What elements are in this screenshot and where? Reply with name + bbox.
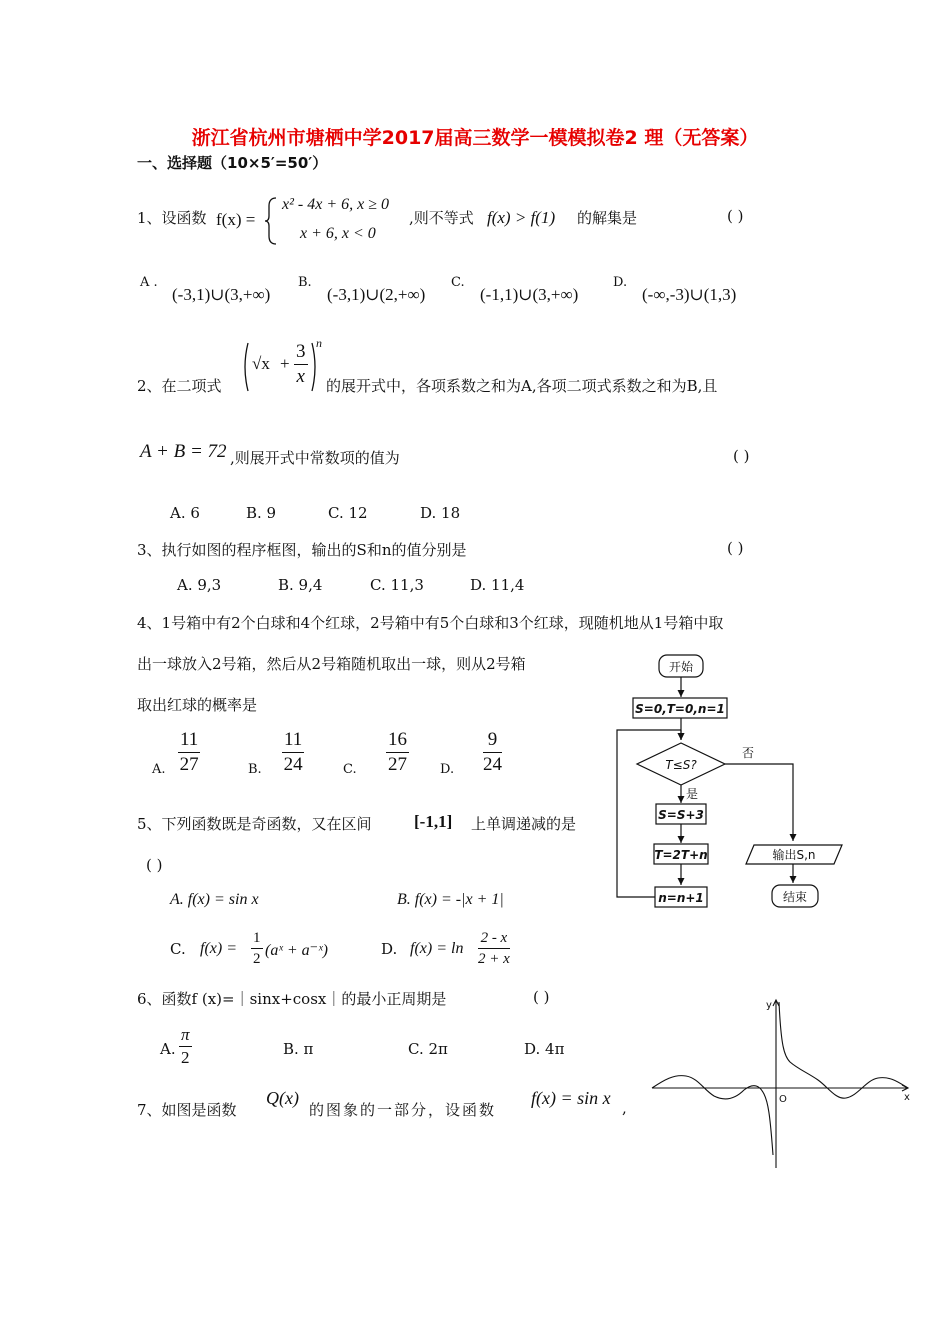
q3-option-b: B. 9,4 (278, 576, 323, 594)
q5-option-c-num: 1 (251, 928, 263, 949)
q4-option-a-fraction (178, 728, 200, 777)
q6-option-a-den: 2 (181, 1048, 190, 1067)
q1-fx: f(x) = (216, 210, 256, 229)
q5-option-a: A. f(x) = sin x (170, 891, 259, 908)
q5-text: 5、下列函数既是奇函数，又在区间 (137, 815, 372, 833)
flow-no-label: 否 (741, 746, 755, 760)
q2-numerator: 3 (294, 340, 308, 365)
q2-text2: ,则展开式中常数项的值为 (230, 449, 400, 467)
q4-option-d-fraction (483, 728, 502, 777)
q3-option-d: D. 11,4 (470, 576, 525, 594)
q2-option-c: C. 12 (328, 504, 368, 522)
q2-text: 的展开式中，各项系数之和为A,各项二项式系数之和为B,且 (326, 377, 718, 395)
q3-text: 3、执行如图的程序框图，输出的S和n的值分别是 (137, 541, 467, 559)
q4-option-a-den: 27 (179, 754, 199, 775)
flow-start-text: 开始 (668, 660, 694, 674)
q1-option-d: (-∞,-3)∪(1,3) (642, 285, 737, 304)
q1-option-b: (-3,1)∪(2,+∞) (327, 285, 426, 304)
q5-option-b: B. f(x) = -|x + 1| (397, 891, 504, 908)
q4-option-c-den: 27 (388, 754, 407, 775)
q4-option-d-den: 24 (483, 754, 502, 775)
q4-line1: 4、1号箱中有2个白球和4个红球，2号箱中有5个白球和3个红球，现随机地从1号箱中取 (137, 614, 724, 632)
q3-option-a: A. 9,3 (177, 576, 222, 594)
flow-step1-text: S=S+3 (658, 808, 704, 822)
flow-end-text: 结束 (782, 890, 808, 904)
flow-condition-text: T≤S? (665, 758, 697, 772)
page-title: 浙江省杭州市塘栖中学2017届高三数学一模模拟卷2 理（无答案） (191, 127, 759, 149)
q1-option-c-label: C. (451, 275, 465, 290)
q2-option-b: B. 9 (246, 504, 277, 522)
q6-answer-blank: ( ) (533, 988, 550, 1006)
q6-option-a-fraction (179, 1024, 192, 1069)
q1-option-a: (-3,1)∪(3,+∞) (172, 285, 271, 304)
q1-prefix: 1、设函数 (137, 209, 207, 227)
flow-yes-label: 是 (685, 787, 699, 801)
q1-inequality: f(x) > f(1) (487, 208, 556, 227)
q1-option-c: (-1,1)∪(3,+∞) (480, 285, 579, 304)
q2-fraction (294, 340, 308, 389)
q2-prefix: 2、在二项式 (137, 377, 222, 395)
q4-option-b-num: 11 (282, 728, 304, 753)
q5-option-c-right: (aˣ + a⁻ˣ) (265, 942, 328, 959)
q7-f-function: f(x) = sin x (531, 1088, 611, 1108)
q2-exponent: n (316, 336, 322, 350)
q2-sqrt-x: √x (252, 354, 270, 373)
q1-case1: x² - 4x + 6, x ≥ 0 (282, 196, 390, 213)
x-axis-label: x (904, 1092, 910, 1103)
q4-option-c-fraction (386, 728, 409, 777)
q1-case2: x + 6, x < 0 (300, 225, 376, 242)
graph-curve-right (779, 1002, 908, 1098)
q2-option-a: A. 6 (170, 504, 200, 522)
q4-option-b-fraction (282, 728, 304, 777)
q2-plus: + (280, 354, 290, 373)
q6-option-a-label: A. (160, 1040, 176, 1058)
flow-step2-text: T=2T+n (654, 848, 708, 862)
q4-option-a-label: A. (152, 762, 166, 777)
origin-label: O (779, 1094, 787, 1105)
q1-option-b-label: B. (298, 275, 312, 290)
flow-init-text: S=0,T=0,n=1 (635, 702, 725, 716)
q6-option-a-num: π (179, 1024, 192, 1047)
q6-option-d: D. 4π (524, 1040, 565, 1058)
q5-interval: [-1,1] (414, 812, 453, 831)
q2-option-d: D. 18 (420, 504, 461, 522)
q5-option-d-fraction (478, 928, 510, 969)
flow-output-text: 输出S,n (772, 848, 816, 862)
flow-step3-text: n=n+1 (658, 891, 704, 905)
q7-q-function: Q(x) (266, 1088, 299, 1108)
q4-option-b-den: 24 (283, 754, 303, 775)
q5-option-c-label: C. (170, 940, 186, 958)
q1-mid: ,则不等式 (409, 209, 474, 227)
q1-suffix: 的解集是 (577, 209, 638, 227)
q4-option-b-label: B. (248, 762, 262, 777)
q1-option-d-label: D. (613, 275, 628, 290)
q7-suffix: , (622, 1099, 627, 1117)
q5-option-d-label: D. (381, 940, 398, 958)
flowchart (612, 650, 852, 922)
q3-answer-blank: ( ) (727, 539, 744, 557)
q4-option-d-label: D. (440, 762, 455, 777)
q6-option-b: B. π (283, 1040, 314, 1058)
q4-option-a-num: 11 (178, 728, 200, 753)
q4-option-c-num: 16 (386, 728, 409, 753)
q5-option-c-left: f(x) = (200, 940, 237, 957)
section-heading: 一、选择题（10×5′=50′） (137, 154, 328, 172)
q5-option-d-num: 2 - x (478, 928, 510, 949)
q4-line2: 出一球放入2号箱，然后从2号箱随机取出一球，则从2号箱 (137, 655, 526, 673)
q3-option-c: C. 11,3 (370, 576, 424, 594)
y-axis-label: y (766, 1000, 772, 1011)
q5-option-d-den: 2 + x (478, 951, 510, 967)
q7-mid: 的图象的一部分，设函数 (309, 1101, 497, 1119)
q6-option-c: C. 2π (408, 1040, 448, 1058)
q4-option-d-num: 9 (483, 728, 502, 753)
q1-answer-blank: ( ) (727, 207, 744, 225)
q6-text: 6、函数f (x)=｜sinx+cosx｜的最小正周期是 (137, 990, 447, 1008)
q4-line3: 取出红球的概率是 (137, 696, 258, 714)
q5-option-c-den: 2 (253, 951, 261, 967)
q4-option-c-label: C. (343, 762, 357, 777)
q2-denominator: x (296, 366, 305, 387)
q2-answer-blank: ( ) (733, 447, 750, 465)
q5-option-c-fraction (251, 928, 263, 969)
function-graph (646, 990, 916, 1175)
q5-text2: 上单调递减的是 (471, 815, 577, 833)
q2-condition: A + B = 72 (140, 441, 227, 462)
q1-option-a-label: A . (140, 275, 158, 290)
q1-brace (264, 196, 278, 246)
q7-prefix: 7、如图是函数 (137, 1101, 237, 1119)
q5-answer-blank: ( ) (146, 856, 163, 874)
q5-option-d-left: f(x) = ln (410, 940, 464, 957)
